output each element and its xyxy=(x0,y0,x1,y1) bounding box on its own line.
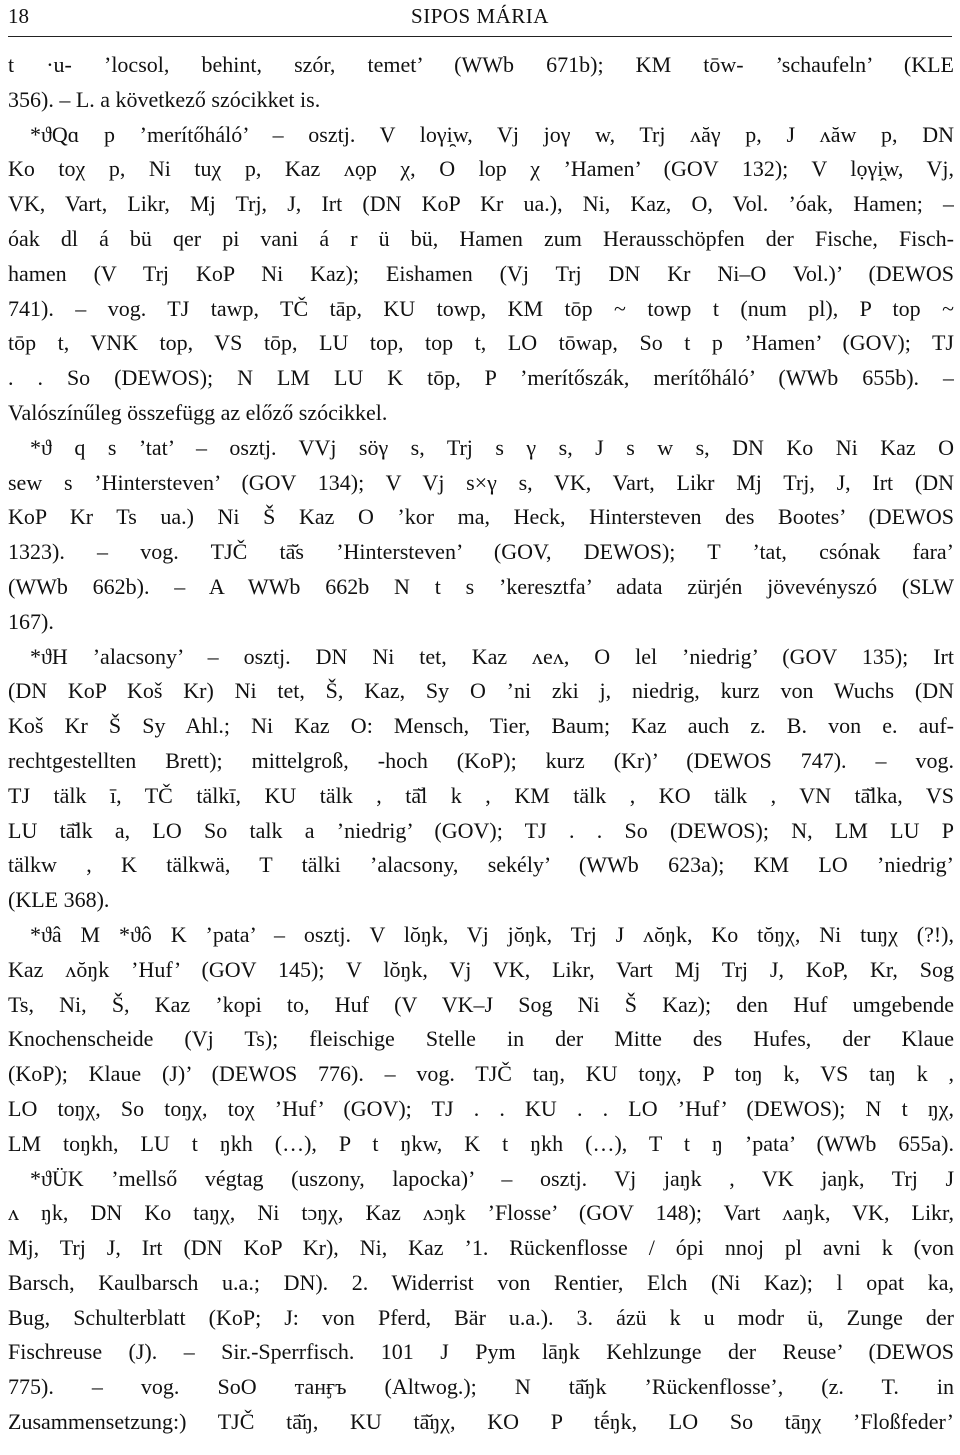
text-line: *ϑâ M *ϑô K ’pata’ – osztj. V lŏŋk, Vj jŏŋk, Trj J ʌŏŋk, Ko tŏŋχ, Ni tuŋχ (?!), xyxy=(30,921,954,947)
text-line: sew s ’Hintersteven’ (GOV 134); V Vj s×γ s, VK, Vart, Likr Mj Trj, J, Irt (DN xyxy=(8,469,954,495)
text-line: Bug, Schulterblatt (KoP; J: von Pferd, Bär u.a.). 3. ázü k u modr ü, Zunge der xyxy=(8,1304,954,1330)
text-line: rechtgestellten Brett); mittelgroß, -hoch (KoP); kurz (Kr)’ (DEWOS 747). – vog. xyxy=(8,747,954,773)
text-line: VK, Vart, Likr, Mj Trj, J, Irt (DN KoP Kr ua.), Ni, Kaz, O, Vol. ’óak, Hamen; – xyxy=(8,191,954,217)
text-line: (KoP); Klaue (J)’ (DEWOS 776). – vog. TJČ taŋ, KU toŋχ, P toŋ k, VS taŋ k , xyxy=(8,1061,954,1087)
text-line: Zusammensetzung:) TJČ tā̆ŋ, KU tā̆ŋχ, KO P tḗŋk, LO So tāŋχ ’Floßfeder’ xyxy=(8,1409,954,1435)
text-line: Ts, Ni, Š, Kaz ’kopi to, Huf (V VK–J Sog Ni Š Kaz); den Huf umgebende xyxy=(8,991,954,1017)
text-line: (KLE 368). xyxy=(8,887,110,913)
text-line: tälkw , K tälkwä, T tälki ’alacsony, sekély’ (WWb 623a); KM LO ’niedrig’ xyxy=(8,852,954,878)
text-line: TJ tälk ī, TČ tälkī, KU tälk , tā̆l k , KM tälk , KO tälk , VN tā̆lka, VS xyxy=(8,782,954,808)
text-line: (DN KoP Koš Kr) Ni tet, Š, Kaz, Sy O ’ni zki j, niedrig, kurz von Wuchs (DN xyxy=(8,678,954,704)
text-line: LM toŋkh, LU t ŋkh (…), P t ŋkw, K t ŋkh (…), T t ŋ ’pata’ (WWb 655a). xyxy=(8,1130,954,1156)
running-title: SIPOS MÁRIA xyxy=(411,4,549,28)
text-line: Koš Kr Š Sy Ahl.; Ni Kaz O: Mensch, Tier, Baum; Kaz auch z. B. von e. auf- xyxy=(8,713,954,739)
text-line: tōp t, VNK top, VS tōp, LU top, top t, LO tōwap, So t p ’Hamen’ (GOV); TJ xyxy=(8,330,954,356)
text-line: 775). – vog. SoO танӻъ (Altwog.); N tā̆ŋk ’Rückenflosse’, (z. T. in xyxy=(8,1374,954,1400)
text-line: óak dl á bü qer pi vani á r ü bü, Hamen zum Herausschöpfen der Fische, Fisch- xyxy=(8,225,954,251)
running-header xyxy=(8,0,952,37)
text-line: Knochenscheide (Vj Ts); fleischige Stelle in der Mitte des Hufes, der Klaue xyxy=(8,1026,954,1052)
text-line: 167). xyxy=(8,608,54,634)
text-line: hamen (V Trj KoP Ni Kaz); Eishamen (Vj Trj DN Kr Ni–O Vol.)’ (DEWOS xyxy=(8,260,954,286)
text-line: Valószínűleg összefügg az előző szócikkel. xyxy=(8,399,388,425)
text-line: Barsch, Kaulbarsch u.a.; DN). 2. Widerrist von Rentier, Elch (Ni Kaz); l opat ka, xyxy=(8,1269,954,1295)
text-line: LU tā̆lk a, LO So talk a ’niedrig’ (GOV); TJ . . So (DEWOS); N, LM LU P xyxy=(8,817,954,843)
text-line: (WWb 662b). – A WWb 662b N t s ’keresztfa’ adata zürjén jövevényszó (SLW xyxy=(8,573,954,599)
text-line: Kaz ʌŏŋk ’Huf’ (GOV 145); V lŏŋk, Vj VK, Likr, Vart Mj Trj J, KoP, Kr, Sog xyxy=(8,956,954,982)
text-line: *ϑQɑ p ’merítőháló’ – osztj. V loγi̯w, Vj joγ w, Trj ʌăγ p, J ʌăw p, DN xyxy=(30,121,954,147)
text-line: ʌ ŋk, DN Ko taŋχ, Ni tɔŋχ, Kaz ʌɔŋk ’Flosse’ (GOV 148); Vart ʌaŋk, VK, Likr, xyxy=(8,1200,954,1226)
text-line: *ϑ q s ’tat’ – osztj. VVj söγ s, Trj s γ s, J s w s, DN Ko Ni Kaz O xyxy=(30,434,954,460)
text-line: *ϑH ’alacsony’ – osztj. DN Ni tet, Kaz ʌeʌ, O lel ’niedrig’ (GOV 135); Irt xyxy=(30,643,954,669)
text-line: *ϑÜK ’mellső végtag (uszony, lapocka)’ – osztj. Vj jaŋk , VK jaŋk, Trj J xyxy=(30,1165,954,1191)
page-number: 18 xyxy=(8,4,29,28)
text-line: KoP Kr Ts ua.) Ni Š Kaz O ’kor ma, Heck, Hintersteven des Bootes’ (DEWOS xyxy=(8,504,954,530)
text-line: 741). – vog. TJ tawp, TČ tāp, KU towp, KM tōp ~ towp t (num pl), P top ~ xyxy=(8,295,954,321)
text-line: Ko toχ p, Ni tuχ p, Kaz ʌọp χ, O lop χ ’Hamen’ (GOV 132); V lọγi̯w, Vj, xyxy=(8,156,954,182)
page-body xyxy=(8,48,954,1440)
text-line: Mj, Trj J, Irt (DN KoP Kr), Ni, Kaz ’1. Rückenflosse / ópi nnoj pl avni k (von xyxy=(8,1235,954,1261)
text-line: LO toŋχ, So toŋχ, toχ ’Huf’ (GOV); TJ . . KU . . LO ’Huf’ (DEWOS); N t ŋχ, xyxy=(8,1095,954,1121)
text-line: Fischreuse (J). – Sir.-Sperrfisch. 101 J Pym lāŋk Kehlzunge der Reuse’ (DEWOS xyxy=(8,1339,954,1365)
text-line: 356). – L. a következő szócikket is. xyxy=(8,86,321,112)
text-line: . . So (DEWOS); N LM LU K tōp, P ’merítőszák, merítőháló’ (WWb 655b). – xyxy=(8,365,954,391)
text-line: t ·u- ’locsol, behint, szór, temet’ (WWb 671b); KM tōw- ’schaufeln’ (KLE xyxy=(8,52,954,77)
text-line: 1323). – vog. TJČ tā̆s ’Hintersteven’ (GOV, DEWOS); T ’tat, csónak fara’ xyxy=(8,539,954,565)
